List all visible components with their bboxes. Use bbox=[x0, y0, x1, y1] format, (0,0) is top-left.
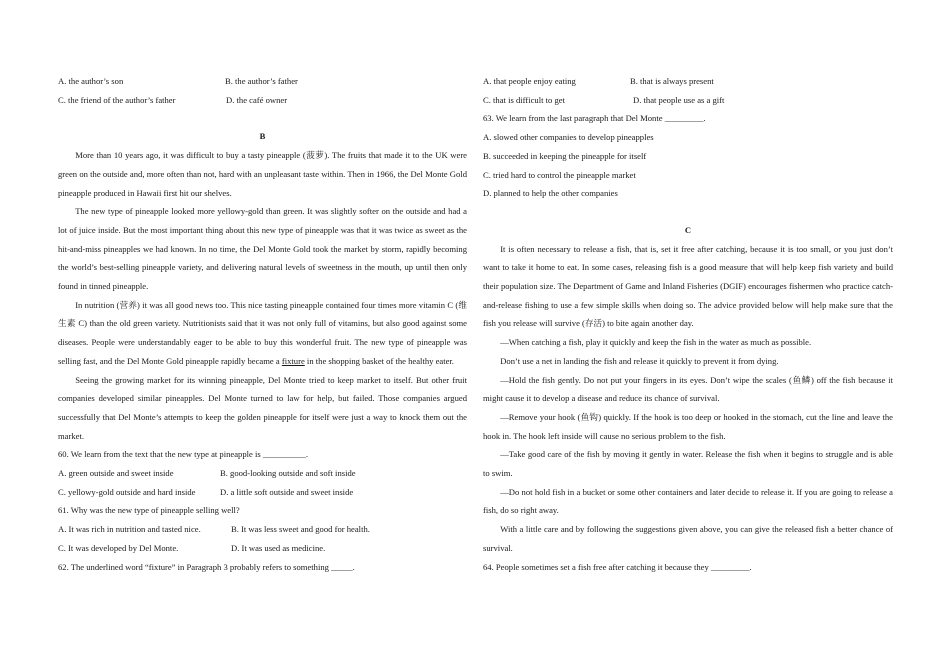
q59-options-row-2 bbox=[58, 91, 467, 110]
option: B. the author’s father bbox=[225, 76, 298, 86]
q62-options-row-2 bbox=[483, 91, 893, 110]
q61-options-row-1 bbox=[58, 520, 467, 539]
option: A. It was rich in nutrition and tasted nice. bbox=[58, 524, 201, 535]
q60-options-row-1 bbox=[58, 464, 467, 483]
underlined-word: fixture bbox=[281, 355, 305, 366]
question-stem: 62. The underlined word “fixture” in Paragraph 3 probably refers to something _____. bbox=[58, 561, 355, 572]
option: C. yellowy-gold outside and hard inside bbox=[58, 486, 196, 497]
question-stem: 60. We learn from the text that the new type at pineapple is __________. bbox=[58, 449, 308, 460]
option: D. that people use as a gift bbox=[633, 94, 725, 105]
paragraph: The new type of pineapple looked more yellowy-gold than green. It was slightly softer on the outside and had a lot of juice inside. But the most important thing about this new type of pineapple was that it was twice as sweet as the hit-and-miss pineapples we had known. In no time, the Del Monte Gold took the market by storm, rapidly becoming the world’s best-selling pineapple variety, and delivering natural levels of sweetness in the mouth, up until then only found in tinned pineapple. bbox=[58, 206, 467, 292]
option: C. the friend of the author’s father bbox=[58, 94, 176, 105]
option: D. It was used as medicine. bbox=[231, 542, 326, 553]
right-column bbox=[483, 72, 893, 576]
paragraph: Don’t use a net in landing the fish and release it quickly to prevent it from dying. bbox=[500, 355, 779, 366]
q59-options-row-1 bbox=[58, 72, 467, 91]
option: B. that is always present bbox=[630, 76, 714, 86]
option: D. planned to help the other companies bbox=[483, 188, 618, 199]
option: B. It was less sweet and good for health. bbox=[231, 524, 370, 535]
paragraph: —Remove your hook (鱼钩) quickly. If the hook is too deep or hooked in the stomach, cut the line and leave the hook in. The hook left inside will cause no serious problem to the fish. bbox=[483, 411, 893, 441]
option: A. that people enjoy eating bbox=[483, 76, 576, 86]
option: B. good-looking outside and soft inside bbox=[220, 468, 356, 479]
question-stem: 63. We learn from the last paragraph that Del Monte _________. bbox=[483, 113, 706, 124]
q61-options-row-2 bbox=[58, 539, 467, 558]
paragraph: It is often necessary to release a fish, that is, set it free after catching, because it is too small, or you just don’t want to take it home to eat. In some cases, releasing fish is a good measure that will help keep fish variety and build their population size. The Department of Game and Inland Fisheries (DGIF) encourages fishermen who practice catch-and-release fishing to use a few simple skills when doing so. The advice provided below will help make sure that the fish you release will survive (存活) to bite again another day. bbox=[483, 243, 893, 329]
passage-heading: C bbox=[684, 224, 692, 235]
passage-heading: B bbox=[259, 131, 266, 142]
paragraph: —Do not hold fish in a bucket or some other containers and later decide to release it. If you are going to release a fish, do so right away. bbox=[483, 486, 893, 516]
option: A. slowed other companies to develop pineapples bbox=[483, 132, 654, 143]
option: A. the author’s son bbox=[58, 76, 124, 86]
option: C. tried hard to control the pineapple market bbox=[483, 169, 636, 180]
question-stem: 64. People sometimes set a fish free after catching it because they _________. bbox=[483, 561, 752, 572]
paragraph bbox=[58, 296, 467, 371]
q62-options-row-1 bbox=[483, 72, 893, 91]
option: A. green outside and sweet inside bbox=[58, 468, 174, 479]
paragraph: —Hold the fish gently. Do not put your fingers in its eyes. Don’t wipe the scales (鱼鳞) off the fish because it might cause it to develop a disease and reduce its chance of survival. bbox=[483, 374, 893, 404]
option: C. It was developed by Del Monte. bbox=[58, 542, 179, 553]
paragraph: —Take good care of the fish by moving it gently in water. Release the fish when it begins to struggle and is able to swim. bbox=[483, 449, 893, 479]
option: D. the café owner bbox=[226, 94, 288, 105]
paragraph-text: in the shopping basket of the healthy eater. bbox=[304, 355, 454, 366]
option: B. succeeded in keeping the pineapple for itself bbox=[483, 150, 647, 161]
paragraph-text: In nutrition (营养) it was all good news too. This nice tasting pineapple contained four times more vitamin C (维生素 C) than the old green variety. Nutritionists said that it was not only full of vitamins, but also good against some diseases. People were understandably eager to be able to buy this wonderful fruit. The new type of pineapple was selling fast, and the Del Monte Gold pineapple rapidly became a bbox=[58, 299, 467, 366]
option: D. a little soft outside and sweet inside bbox=[220, 486, 354, 497]
left-column bbox=[58, 72, 467, 576]
question-stem: 61. Why was the new type of pineapple selling well? bbox=[58, 505, 240, 516]
paragraph: With a little care and by following the suggestions given above, you can give the released fish a better chance of survival. bbox=[483, 524, 893, 553]
paragraph: —When catching a fish, play it quickly and keep the fish in the water as much as possible. bbox=[500, 337, 812, 348]
paragraph: More than 10 years ago, it was difficult to buy a tasty pineapple (菠萝). The fruits that made it to the UK were green on the outside and, more often than not, hard with an unpleasant taste within. Then in 1966, the Del Monte Gold pineapple produced in Hawaii first hit our shelves. bbox=[58, 150, 467, 198]
q60-options-row-2 bbox=[58, 483, 467, 502]
option: C. that is difficult to get bbox=[483, 94, 565, 105]
paragraph: Seeing the growing market for its winning pineapple, Del Monte tried to keep market to itself. But other fruit companies developed similar pineapples. Del Monte turned to law for help, but failed. Those companies argued successfully that Del Monte’s attempts to keep the golden pineapple for itself were just a way to knock them out the market. bbox=[58, 374, 467, 441]
